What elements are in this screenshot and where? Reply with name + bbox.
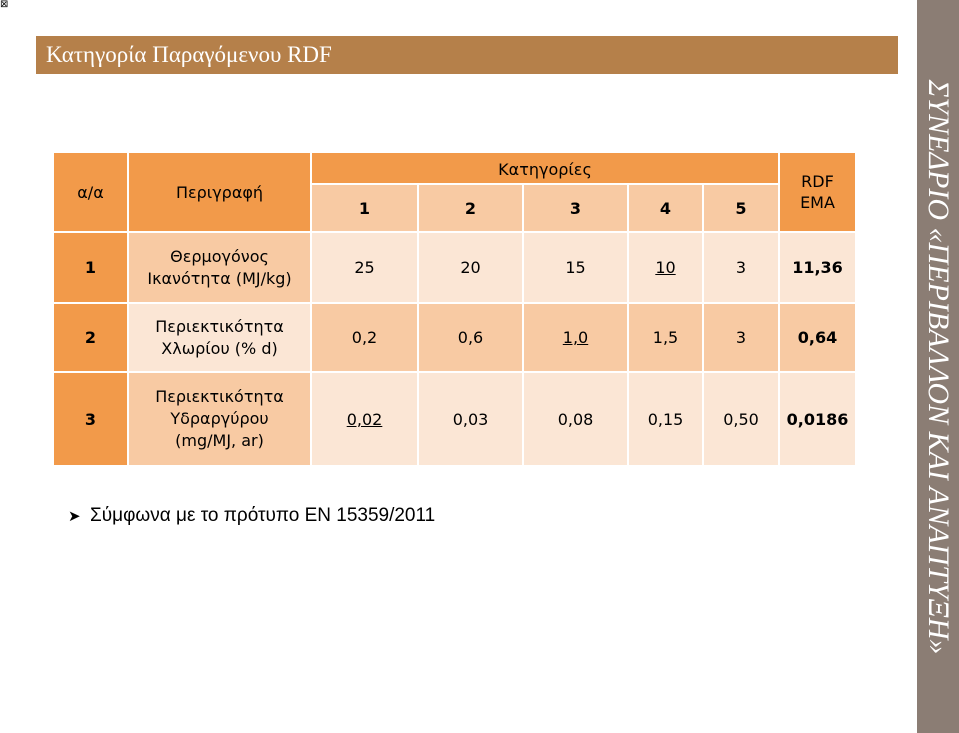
- header-categories: Κατηγορίες: [312, 153, 778, 183]
- row-3-cat-2: 0,03: [419, 373, 522, 465]
- row-2-description: Περιεκτικότητα Χλωρίου (% d): [129, 304, 310, 371]
- header-category-3: 3: [524, 185, 627, 231]
- header-category-1: 1: [312, 185, 417, 231]
- header-category-4: 4: [629, 185, 702, 231]
- row-3-cat-5: 0,50: [704, 373, 778, 465]
- standard-note: [68, 505, 435, 527]
- slide-title: Κατηγορία Παραγόμενου RDF: [46, 42, 332, 67]
- row-3-description: Περιεκτικότητα Υδραργύρου (mg/MJ, ar): [129, 373, 310, 465]
- row-2-cat-5: 3: [704, 304, 778, 371]
- row-2-cat-2: 0,6: [419, 304, 522, 371]
- row-2-cat-4: 1,5: [629, 304, 702, 371]
- row-2-cat-3: 1,0: [562, 328, 589, 347]
- row-3-rdf-ema: 0,0186: [780, 373, 855, 465]
- side-banner-text: ΣΥΝΕΔΡΙΟ «ΠΕΡΙΒΑΛΛΟΝ ΚΑΙ ΑΝΑΠΤΥΞΗ»: [922, 79, 955, 655]
- header-category-2: 2: [419, 185, 522, 231]
- header-description: Περιγραφή: [129, 153, 310, 231]
- header-rdf-ema: RDF ΕΜΑ: [780, 153, 855, 231]
- row-1-cat-3: 15: [524, 233, 627, 302]
- title-bar: [36, 36, 898, 74]
- row-1-cat-1: 25: [312, 233, 417, 302]
- row-3-cat-4: 0,15: [629, 373, 702, 465]
- row-2-number: 2: [54, 304, 127, 371]
- header-category-5: 5: [704, 185, 778, 231]
- row-1-rdf-ema: 11,36: [780, 233, 855, 302]
- row-3-cat-1: 0,02: [346, 409, 383, 429]
- row-2-cat-1: 0,2: [312, 304, 417, 371]
- row-1-cat-4: 10: [655, 258, 676, 277]
- row-3-cat-3: 0,08: [524, 373, 627, 465]
- corner-mark-icon: ⊠: [0, 0, 9, 10]
- header-aa: α/α: [54, 153, 127, 231]
- row-3-number: 3: [54, 373, 127, 465]
- row-1-description: Θερμογόνος Ικανότητα (MJ/kg): [129, 233, 310, 302]
- row-1-cat-5: 3: [704, 233, 778, 302]
- arrow-bullet-icon: ➤: [68, 508, 81, 525]
- standard-note-text: Σύμφωνα με το πρότυπο EN 15359/2011: [90, 505, 436, 526]
- row-1-number: 1: [54, 233, 127, 302]
- row-1-cat-2: 20: [419, 233, 522, 302]
- row-2-rdf-ema: 0,64: [780, 304, 855, 371]
- left-edge-strip: [0, 0, 18, 733]
